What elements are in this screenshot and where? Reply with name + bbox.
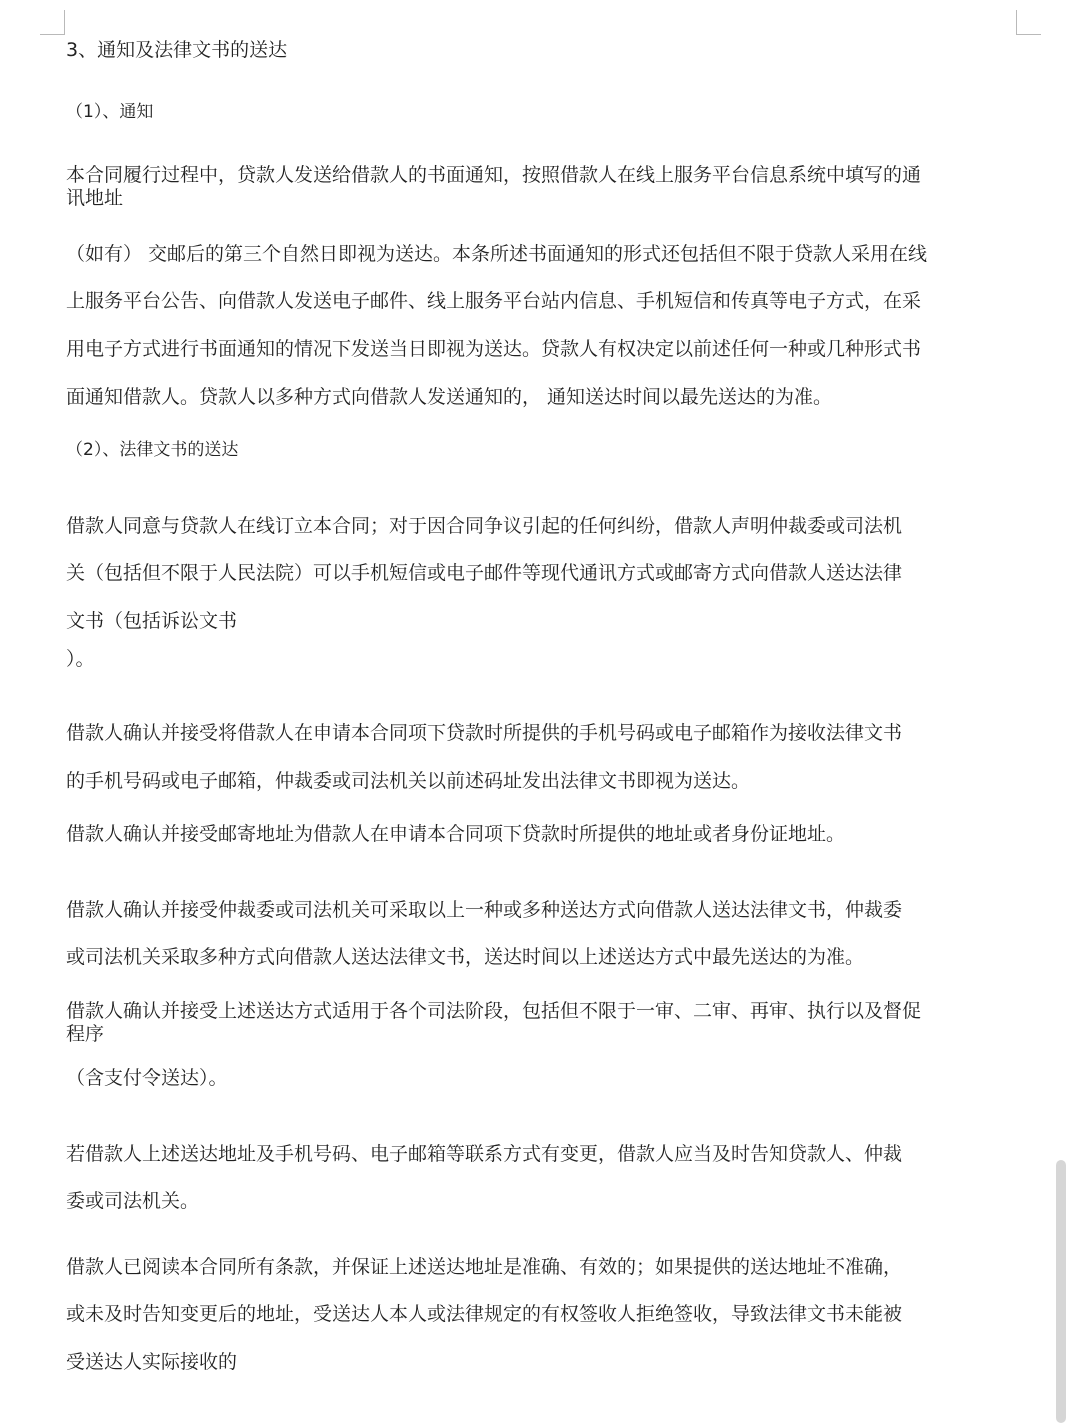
- notice-para-line: 讯地址: [66, 187, 124, 209]
- legal-item-3-line: 借款人确认并接受邮寄地址为借款人在申请本合同项下贷款时所提供的地址或者身份证地址。: [66, 823, 846, 845]
- legal-item-1-line: 借款人同意与贷款人在线订立本合同；对于因合同争议引起的任何纠纷，借款人声明仲裁委或司法机: [66, 515, 903, 537]
- page-corner-mark-top-right: [1016, 10, 1041, 35]
- legal-item-4-line: 借款人确认并接受仲裁委或司法机关可采取以上一种或多种送达方式向借款人送达法律文书，仲裁委: [66, 899, 903, 921]
- subsection-heading-notice: （1）、通知: [66, 102, 154, 122]
- legal-item-7-line: 或未及时告知变更后的地址，受送达人本人或法律规定的有权签收人拒绝签收，导致法律文书未能被: [66, 1303, 903, 1325]
- notice-para-line: 本合同履行过程中，贷款人发送给借款人的书面通知，按照借款人在线上服务平台信息系统中填写的通: [66, 164, 922, 186]
- legal-item-5-line: （含支付令送达）。: [66, 1067, 228, 1089]
- legal-item-6-line: 若借款人上述送达地址及手机号码、电子邮箱等联系方式有变更，借款人应当及时告知贷款人、仲裁: [66, 1143, 903, 1165]
- notice-para-line: 上服务平台公告、向借款人发送电子邮件、线上服务平台站内信息、手机短信和传真等电子方式，在采: [66, 290, 922, 312]
- legal-item-5-line: 程序: [66, 1023, 105, 1045]
- notice-para-line: 用电子方式进行书面通知的情况下发送当日即视为送达。贷款人有权决定以前述任何一种或几种形式书: [66, 338, 922, 360]
- legal-item-1-line: 文书（包括诉讼文书: [66, 610, 238, 632]
- legal-item-2-line: 借款人确认并接受将借款人在申请本合同项下贷款时所提供的手机号码或电子邮箱作为接收法律文书: [66, 722, 903, 744]
- page-corner-mark-top-left: [40, 10, 65, 35]
- notice-para-line: （如有） 交邮后的第三个自然日即视为送达。本条所述书面通知的形式还包括但不限于贷款人采用在线: [66, 243, 928, 265]
- vertical-scrollbar[interactable]: [1052, 1160, 1068, 1423]
- subsection-heading-legal-docs: （2）、法律文书的送达: [66, 440, 239, 460]
- legal-item-7-line: 受送达人实际接收的: [66, 1351, 238, 1373]
- legal-item-6-line: 委或司法机关。: [66, 1190, 200, 1212]
- scrollbar-thumb[interactable]: [1056, 1160, 1066, 1423]
- legal-item-1-line: ）。: [66, 648, 95, 670]
- legal-item-4-line: 或司法机关采取多种方式向借款人送达法律文书，送达时间以上述送达方式中最先送达的为准。: [66, 946, 865, 968]
- section-title: 3、通知及法律文书的送达: [66, 39, 288, 61]
- legal-item-1-line: 关（包括但不限于人民法院）可以手机短信或电子邮件等现代通讯方式或邮寄方式向借款人送达法律: [66, 562, 903, 584]
- legal-item-2-line: 的手机号码或电子邮箱，仲裁委或司法机关以前述码址发出法律文书即视为送达。: [66, 770, 751, 792]
- notice-para-line: 面通知借款人。贷款人以多种方式向借款人发送通知的， 通知送达时间以最先送达的为准。: [66, 386, 833, 408]
- legal-item-5-line: 借款人确认并接受上述送达方式适用于各个司法阶段，包括但不限于一审、二审、再审、执行以及督促: [66, 1000, 922, 1022]
- legal-item-7-line: 借款人已阅读本合同所有条款，并保证上述送达地址是准确、有效的；如果提供的送达地址不准确，: [66, 1256, 903, 1278]
